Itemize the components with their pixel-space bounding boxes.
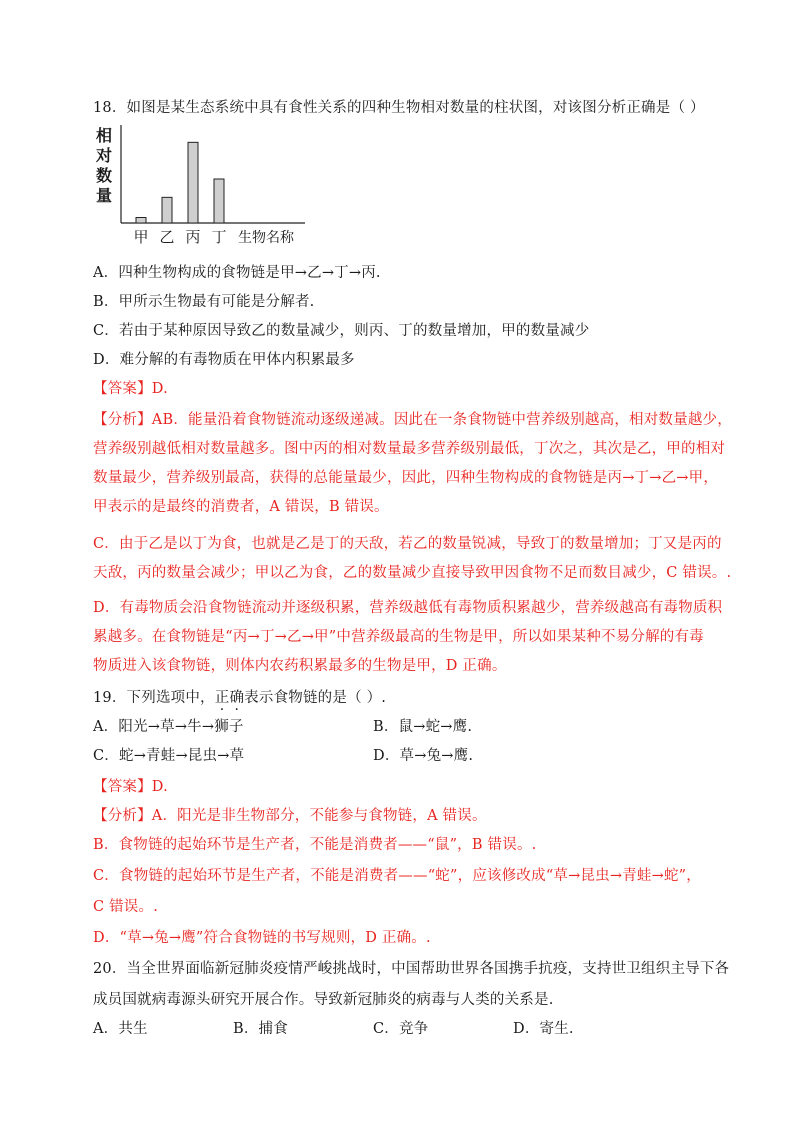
chart-y-axis-label (95, 126, 112, 205)
chart-y-axis-label-char: 量 (95, 186, 113, 205)
question-18-analysis-line: 天敌，丙的数量会减少；甲以乙为食，乙的数量减少直接导致甲因食物不足而数目减少，C 错误。. (93, 565, 732, 581)
question-18-option-b: B．甲所示生物最有可能是分解者. (93, 294, 315, 310)
question-19-answer: 【答案】D. (93, 779, 168, 795)
question-18-stem: 18．如图是某生态系统中具有食性关系的四种生物相对数量的柱状图，对该图分析正确是（ ） (93, 100, 705, 116)
question-18-analysis-line: D．有毒物质会沿食物链流动并逐级积累，营养级越低有毒物质积累越少，营养级越高有毒物质积 (93, 600, 723, 616)
question-19-analysis-line: D．“草→兔→鹰”符合食物链的书写规则，D 正确。. (93, 930, 431, 946)
chart-y-axis-label-char: 数 (95, 166, 113, 185)
question-19-stem-suffix: 表示食物链的是（ ）. (244, 690, 387, 706)
question-20-option-a: A．共生 (93, 1021, 148, 1037)
question-19-emphasis-char: 确 (229, 690, 245, 706)
question-18-analysis-line: 【分析】AB．能量沿着食物链流动逐级递减。因此在一条食物链中营养级别越高，相对数量越少， (93, 412, 732, 428)
question-19-option-b: B．鼠→蛇→鹰. (373, 719, 473, 735)
chart-y-axis-label-char: 相 (95, 126, 113, 145)
chart-y-axis-label-char: 对 (95, 146, 113, 165)
question-19-options-row-1 (93, 717, 244, 737)
question-19-option-d: D．草→兔→鹰. (373, 748, 474, 764)
chart-bar (136, 218, 146, 224)
question-18-analysis-line: C．由于乙是以丁为食，也就是乙是丁的天敌，若乙的数量锐减，导致丁的数量增加；丁又是丙的 (93, 536, 722, 552)
question-18-option-a: A．四种生物构成的食物链是甲→乙→丁→丙. (93, 265, 381, 281)
chart-category-label: 乙 (159, 228, 175, 246)
chart-category-label: 丙 (185, 228, 201, 246)
question-18-analysis-line: 甲表示的是最终的消费者，A 错误，B 错误。 (93, 499, 389, 515)
question-19-option-c: C．蛇→青蛙→昆虫→草 (93, 748, 245, 764)
question-18-analysis-line: 物质进入该食物链，则体内农药积累最多的生物是甲，D 正确。 (93, 658, 507, 674)
question-19-stem-prefix: 19．下列选项中， (93, 690, 215, 706)
chart-x-axis-label: 生物名称 (238, 230, 294, 246)
chart-category-label: 甲 (133, 228, 149, 246)
question-18-option-d: D．难分解的有毒物质在甲体内积累最多 (93, 352, 355, 368)
question-19-analysis-line: B．食物链的起始环节是生产者，不能是消费者——“鼠”，B 错误。. (93, 837, 537, 853)
chart-bar (188, 142, 198, 223)
question-20-option-c: C．竞争 (373, 1021, 429, 1037)
question-18-option-c: C．若由于某种原因导致乙的数量减少，则丙、丁的数量增加，甲的数量减少 (93, 323, 590, 339)
question-19-analysis-line: C．食物链的起始环节是生产者，不能是消费者——“蛇”，应该修改成“草→昆虫→青蛙→蛇”， (93, 868, 701, 884)
question-18-answer: 【答案】D. (93, 381, 168, 397)
question-20-stem-line: 20．当全世界面临新冠肺炎疫情严峻挑战时，中国帮助世界各国携手抗疫，支持世卫组织主导下各 (93, 961, 730, 977)
question-19-option-a: A．阳光→草→牛→狮子 (93, 719, 244, 735)
question-18-analysis-line: 累越多。在食物链是“丙→丁→乙→甲”中营养级最高的生物是甲，所以如果某种不易分解的有毒 (93, 629, 704, 645)
chart-bar (162, 197, 172, 223)
question-20-option-d: D．寄生. (513, 1021, 574, 1037)
bar-chart (93, 125, 308, 247)
question-18-analysis-line: 营养级别越低相对数量越多。图中丙的相对数量最多营养级别最低，丁次之，其次是乙，甲的相对 (93, 441, 726, 457)
question-19-analysis-line: 【分析】A．阳光是非生物部分，不能参与食物链，A 错误。 (93, 808, 487, 824)
chart-category-label: 丁 (211, 228, 227, 246)
question-20-option-b: B．捕食 (233, 1021, 288, 1037)
question-19-analysis-line: C 错误。. (93, 899, 159, 915)
question-19-stem (93, 688, 386, 708)
chart-bar (214, 179, 224, 223)
question-18-analysis-line: 数量最少，营养级别最高，获得的总能量最少，因此，四种生物构成的食物链是丙→丁→乙→甲， (93, 470, 719, 486)
question-19-emphasis-char: 正 (214, 690, 230, 706)
question-20-stem-line: 成员国就病毒源头研究开展合作。导致新冠肺炎的病毒与人类的关系是. (93, 992, 554, 1008)
